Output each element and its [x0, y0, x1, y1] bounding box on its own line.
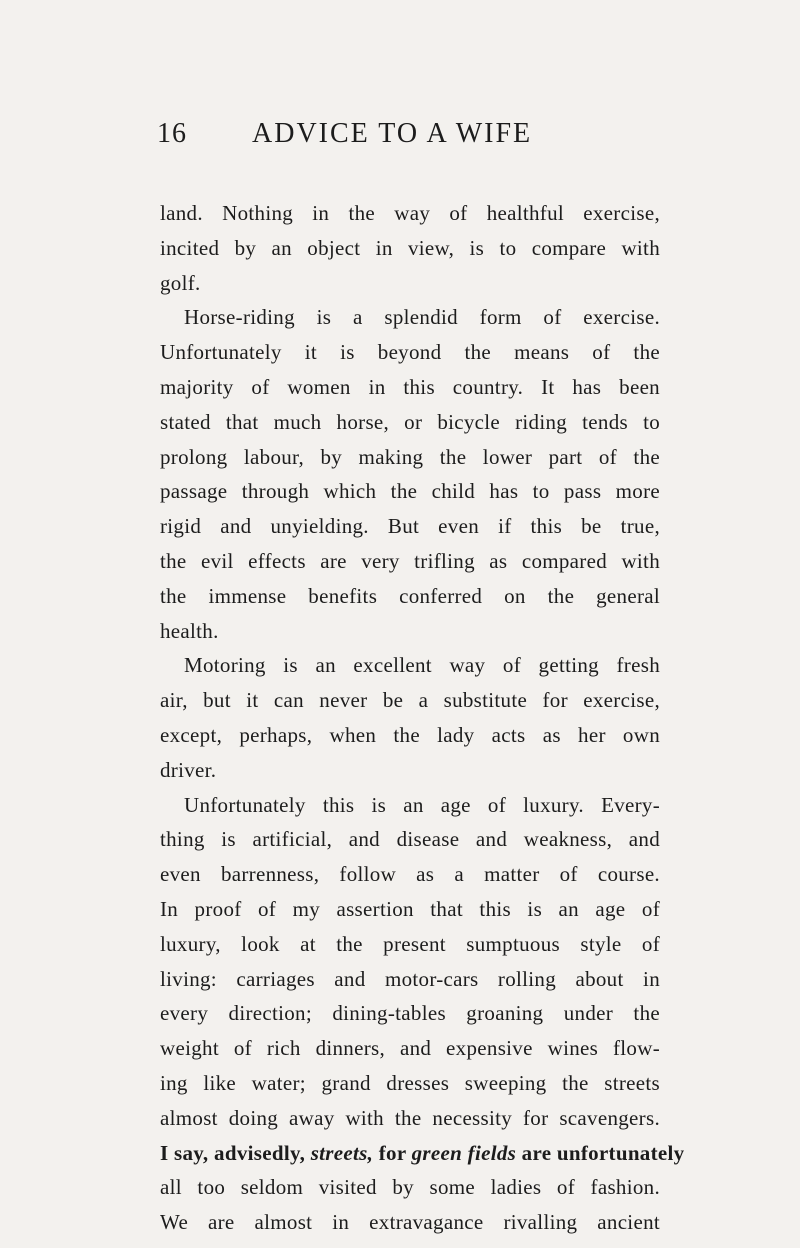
text-line: land. Nothing in the way of healthful exercise, — [160, 201, 660, 225]
text-line: except, perhaps, when the lady acts as her own — [160, 722, 660, 747]
text-run: for — [373, 1140, 412, 1165]
text-line: rigid and unyielding. But even if this be true, — [160, 514, 660, 539]
italic-word-streets: streets, — [310, 1140, 374, 1165]
text-line: the immense benefits conferred on the general — [160, 583, 660, 608]
text-line: driver. — [160, 757, 217, 782]
text-line: thing is artificial, and disease and weakness, and — [160, 827, 660, 852]
text-run: I say, advisedly, — [160, 1140, 311, 1165]
text-line: passage through which the child has to pass more — [160, 479, 660, 504]
page-number: 16 — [157, 118, 187, 149]
text-line: Unfortunately it is beyond the means of the — [160, 340, 660, 365]
text-line: air, but it can never be a substitute for exercise, — [160, 688, 660, 713]
text-line: even barrenness, follow as a matter of course. — [160, 862, 660, 887]
text-line: almost doing away with the necessity for scavengers. — [160, 1105, 660, 1130]
text-line: Motoring is an excellent way of getting fresh — [184, 653, 660, 678]
text-line: luxury, look at the present sumptuous style of — [160, 931, 660, 956]
text-line: ing like water; grand dresses sweeping the streets — [160, 1070, 660, 1095]
text-line: prolong labour, by making the lower part of the — [160, 444, 660, 469]
text-line: every direction; dining-tables groaning under the — [160, 1001, 660, 1026]
text-line: incited by an object in view, is to compare with — [160, 235, 660, 260]
running-head: ADVICE TO A WIFE — [252, 118, 533, 149]
italic-words-green-fields: green fields — [411, 1140, 517, 1165]
text-line: weight of rich dinners, and expensive wines flow- — [160, 1036, 660, 1061]
text-line: all too seldom visited by some ladies of fashion. — [160, 1175, 660, 1200]
text-line: health. — [160, 618, 219, 643]
text-line: living: carriages and motor-cars rolling about in — [160, 966, 660, 991]
page-header — [0, 118, 800, 158]
text-line: golf. — [160, 270, 201, 295]
text-line: Unfortunately this is an age of luxury. Every- — [184, 792, 660, 817]
text-line-italic — [160, 1136, 685, 1171]
text-line: We are almost in extravagance rivalling ancient — [160, 1210, 660, 1235]
text-line: majority of women in this country. It has been — [160, 374, 660, 399]
text-line: stated that much horse, or bicycle riding tends to — [160, 409, 660, 434]
text-run: are unfortunately — [516, 1140, 685, 1165]
body-text — [160, 196, 685, 1240]
text-line: In proof of my assertion that this is an age of — [160, 896, 660, 921]
text-line: Horse-riding is a splendid form of exercise. — [184, 305, 660, 330]
text-line: the evil effects are very trifling as compared with — [160, 548, 660, 573]
